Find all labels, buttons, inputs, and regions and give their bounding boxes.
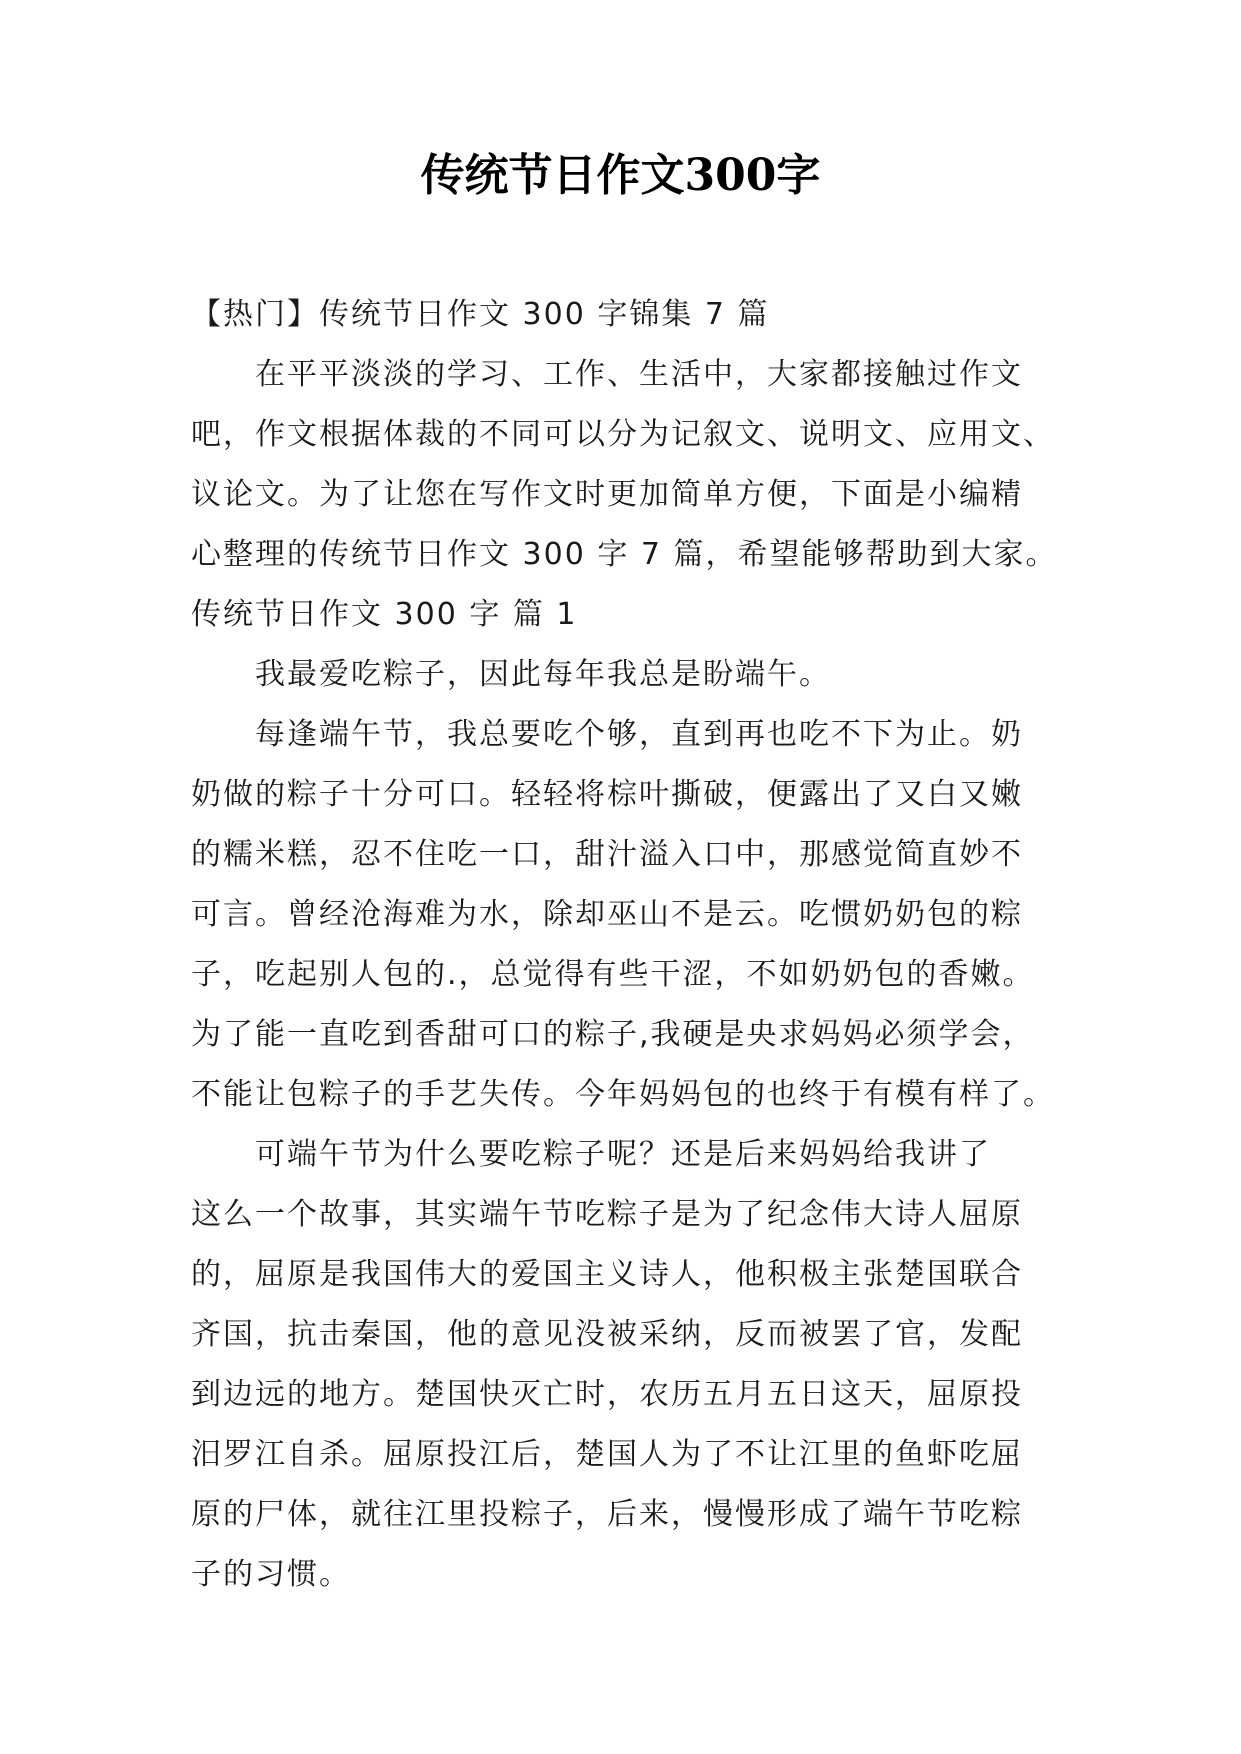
document-title: 传统节日作文300字 (420, 150, 821, 201)
text-line: 吧，作文根据体裁的不同可以分为记叙文、说明文、应用文、 (191, 417, 1055, 452)
text-line: 可端午节为什么要吃粽子呢？还是后来妈妈给我讲了 (255, 1137, 991, 1172)
text-line: 的糯米糕，忍不住吃一口，甜汁溢入口中，那感觉简直妙不 (191, 837, 1023, 872)
text-line: 心整理的传统节日作文 300 字 7 篇，希望能够帮助到大家。 (191, 537, 1058, 572)
text-line: 子，吃起别人包的.，总觉得有些干涩，不如奶奶包的香嫩。 (191, 957, 1035, 992)
text-line: 这么一个故事，其实端午节吃粽子是为了纪念伟大诗人屈原 (191, 1197, 1023, 1232)
section-heading: 传统节日作文 300 字 篇 1 (191, 597, 578, 632)
text-line: 议论文。为了让您在写作文时更加简单方便，下面是小编精 (191, 477, 1023, 512)
text-line: 奶做的粽子十分可口。轻轻将棕叶撕破，便露出了又白又嫩 (191, 777, 1023, 812)
text-line: 为了能一直吃到香甜可口的粽子,我硬是央求妈妈必须学会， (191, 1017, 1035, 1052)
text-line: 不能让包粽子的手艺失传。今年妈妈包的也终于有模有样了。 (191, 1077, 1055, 1112)
text-line: 到边远的地方。楚国快灭亡时，农历五月五日这天，屈原投 (191, 1377, 1023, 1412)
text-line: 可言。曾经沧海难为水，除却巫山不是云。吃惯奶奶包的粽 (191, 897, 1023, 932)
text-line: 【热门】传统节日作文 300 字锦集 7 篇 (191, 297, 770, 332)
text-line: 的，屈原是我国伟大的爱国主义诗人，他积极主张楚国联合 (191, 1257, 1023, 1292)
text-line: 原的尸体，就往江里投粽子，后来，慢慢形成了端午节吃粽 (191, 1497, 1023, 1532)
text-line: 我最爱吃粽子，因此每年我总是盼端午。 (255, 657, 831, 692)
document-body (191, 285, 1071, 1605)
text-line: 每逢端午节，我总要吃个够，直到再也吃不下为止。奶 (255, 717, 1023, 752)
text-line: 齐国，抗击秦国，他的意见没被采纳，反而被罢了官，发配 (191, 1317, 1023, 1352)
text-line: 子的习惯。 (191, 1557, 351, 1592)
text-line: 在平平淡淡的学习、工作、生活中，大家都接触过作文 (255, 357, 1023, 392)
text-line: 汨罗江自杀。屈原投江后，楚国人为了不让江里的鱼虾吃屈 (191, 1437, 1023, 1472)
